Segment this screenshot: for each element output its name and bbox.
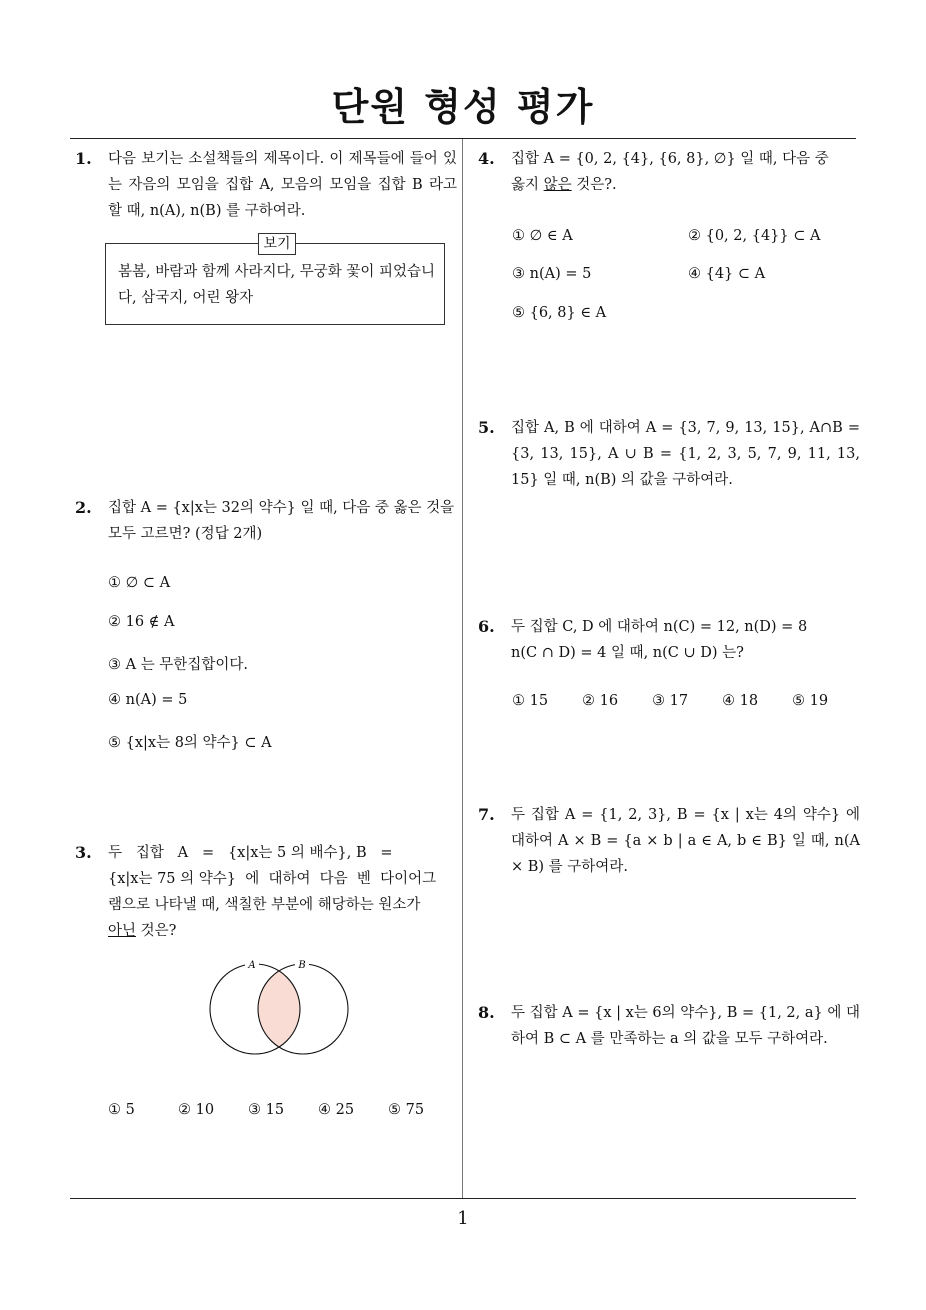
question-text-line: n(C ∩ D) = 4 일 때, n(C ∪ D) 는? bbox=[511, 645, 744, 661]
q3-choice-4[interactable]: ④ 25 bbox=[318, 1102, 355, 1118]
underlined-word: 않은 bbox=[543, 177, 572, 193]
question-text bbox=[511, 146, 860, 198]
venn-label-a: A bbox=[248, 960, 256, 971]
question-text: 집합 A = {x|x는 32의 약수} 일 때, 다음 중 옳은 것을 모두 고르면? (정답 2개) bbox=[108, 500, 455, 542]
q6-choice-3[interactable]: ③ 17 bbox=[652, 693, 689, 709]
question-text-line: 두 집합 C, D 에 대하여 n(C) = 12, n(D) = 8 bbox=[511, 619, 808, 635]
question-text-line bbox=[108, 918, 457, 944]
question-number: 1. bbox=[75, 149, 92, 168]
q6-choice-4[interactable]: ④ 18 bbox=[722, 693, 759, 709]
question-number: 2. bbox=[75, 498, 92, 517]
page-title: 단원 형성 평가 bbox=[331, 85, 595, 129]
question-text: 두 집합 A = {x | x는 6의 약수}, B = {1, 2, a} 에 대하여 B ⊂ A 를 만족하는 a 의 값을 모두 구하여라. bbox=[511, 1005, 860, 1047]
q3-choice-1[interactable]: ① 5 bbox=[108, 1102, 135, 1118]
underlined-word: 아닌 bbox=[108, 923, 137, 939]
question-3 bbox=[75, 840, 457, 944]
question-text-line: {x|x는 75 의 약수} 에 대하여 다음 벤 다이어그 bbox=[108, 871, 437, 887]
q2-choice-2[interactable]: ② 16 ∉ A bbox=[108, 614, 175, 630]
question-text: 다음 보기는 소설책들의 제목이다. 이 제목들에 들어 있는 자음의 모임을 집합 A, 모음의 모임을 집합 B 라고 할 때, n(A), n(B) 를 구하여라. bbox=[108, 151, 457, 219]
q2-choice-1[interactable]: ① ∅ ⊂ A bbox=[108, 575, 171, 591]
question-number: 4. bbox=[478, 149, 495, 168]
q2-choice-5[interactable]: ⑤ {x|x는 8의 약수} ⊂ A bbox=[108, 735, 272, 751]
question-number: 6. bbox=[478, 617, 495, 636]
top-rule bbox=[70, 138, 856, 139]
question-8 bbox=[478, 1000, 860, 1052]
question-text bbox=[108, 840, 457, 944]
q3-choice-5[interactable]: ⑤ 75 bbox=[388, 1102, 425, 1118]
q2-choice-4[interactable]: ④ n(A) = 5 bbox=[108, 692, 188, 708]
q6-choice-1[interactable]: ① 15 bbox=[512, 693, 549, 709]
q6-choice-5[interactable]: ⑤ 19 bbox=[792, 693, 829, 709]
question-number: 8. bbox=[478, 1003, 495, 1022]
question-text: 집합 A, B 에 대하여 A = {3, 7, 9, 13, 15}, A∩B = {3, 13, 15}, A ∪ B = {1, 2, 3, 5, 7, 9, 11, 13, 15} 일 때, n(B) 의 값을 구하여라. bbox=[511, 420, 860, 488]
example-box-text: 봄봄, 바람과 함께 사라지다, 무궁화 꽃이 피었습니다, 삼국지, 어린 왕자 bbox=[118, 264, 436, 306]
q3-choice-2[interactable]: ② 10 bbox=[178, 1102, 215, 1118]
column-divider bbox=[462, 139, 463, 1198]
question-number: 5. bbox=[478, 418, 495, 437]
question-5 bbox=[478, 415, 860, 493]
question-text bbox=[511, 614, 860, 666]
page-number: 1 bbox=[457, 1208, 469, 1229]
question-6 bbox=[478, 614, 860, 666]
q4-choice-3[interactable]: ③ n(A) = 5 bbox=[512, 266, 592, 282]
question-text: 두 집합 A = {1, 2, 3}, B = {x | x는 4의 약수} 에 대하여 A × B = {a × b | a ∈ A, b ∈ B} 일 때, n(A × B) 를 구하여라. bbox=[511, 807, 860, 875]
q4-choice-5[interactable]: ⑤ {6, 8} ∈ A bbox=[512, 305, 607, 321]
q4-choice-1[interactable]: ① ∅ ∈ A bbox=[512, 228, 573, 244]
q3-choice-3[interactable]: ③ 15 bbox=[248, 1102, 285, 1118]
q4-choice-4[interactable]: ④ {4} ⊂ A bbox=[688, 266, 766, 282]
question-1 bbox=[75, 146, 457, 224]
q2-choice-3[interactable]: ③ A 는 무한집합이다. bbox=[108, 657, 248, 673]
question-number: 7. bbox=[478, 805, 495, 824]
question-text-fragment: 옳지 bbox=[511, 177, 544, 193]
question-4 bbox=[478, 146, 860, 198]
question-text-fragment: 것은? bbox=[136, 923, 177, 939]
question-text-fragment: 것은?. bbox=[571, 177, 617, 193]
question-number: 3. bbox=[75, 843, 92, 862]
question-text-line bbox=[511, 172, 860, 198]
question-text-line: 램으로 나타낼 때, 색칠한 부분에 해당하는 원소가 bbox=[108, 897, 421, 913]
q6-choice-2[interactable]: ② 16 bbox=[582, 693, 619, 709]
venn-diagram bbox=[205, 955, 355, 1059]
bottom-rule bbox=[70, 1198, 856, 1199]
venn-label-b: B bbox=[298, 960, 306, 971]
question-7 bbox=[478, 802, 860, 880]
question-2 bbox=[75, 495, 457, 547]
question-text-line: 두 집합 A = {x|x는 5 의 배수}, B = bbox=[108, 845, 393, 861]
question-text-line: 집합 A = {0, 2, {4}, {6, 8}, ∅} 일 때, 다음 중 bbox=[511, 151, 829, 167]
example-box-label: 보기 bbox=[258, 233, 296, 255]
q4-choice-2[interactable]: ② {0, 2, {4}} ⊂ A bbox=[688, 228, 821, 244]
